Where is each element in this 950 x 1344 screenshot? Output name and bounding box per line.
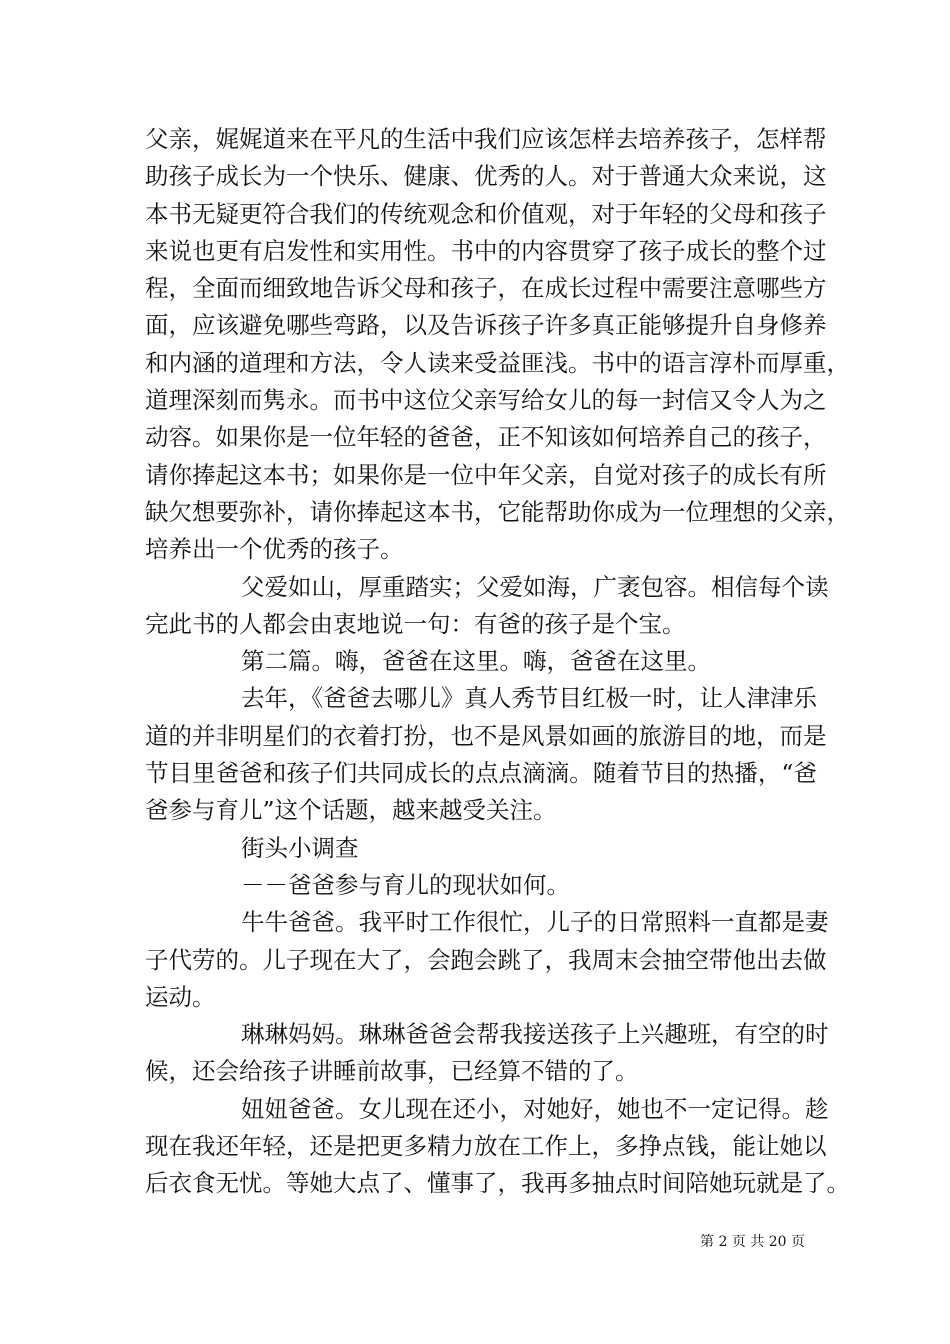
paragraph-first-line: 琳琳妈妈。琳琳爸爸会帮我接送孩子上兴趣班，有空的时 [241, 1020, 829, 1049]
paragraph-first-line: 牛牛爸爸。我平时工作很忙，儿子的日常照料一直都是妻 [241, 908, 829, 937]
paragraph-first-line: 父爱如山，厚重踏实；父爱如海，广袤包容。相信每个读 [241, 572, 829, 601]
text-line: 道理深刻而隽永。而书中这位父亲写给女儿的每一封信又令人为之 [145, 386, 827, 415]
text-line: 现在我还年轻，还是把更多精力放在工作上，多挣点钱，能让她以 [145, 1132, 827, 1161]
text-line: 请你捧起这本书；如果你是一位中年父亲，自觉对孩子的成长有所 [145, 460, 827, 489]
text-line: 道的并非明星们的衣着打扮，也不是风景如画的旅游目的地，而是 [145, 721, 827, 750]
text-line: 培养出一个优秀的孩子。 [145, 535, 404, 564]
text-line: 爸参与育儿”这个话题，越来越受关注。 [145, 796, 557, 825]
text-line: 父亲，娓娓道来在平凡的生活中我们应该怎样去培养孩子，怎样帮 [145, 125, 827, 153]
text-line: 候，还会给孩子讲睡前故事，已经算不错的了。 [145, 1057, 639, 1086]
text-line: 和内涵的道理和方法，令人读来受益匪浅。书中的语言淳朴而厚重， [145, 348, 850, 377]
text-line: 来说也更有启发性和实用性。书中的内容贯穿了孩子成长的整个过 [145, 236, 827, 265]
subheading: 街头小调查 [241, 833, 359, 862]
paragraph-first-line: 妞妞爸爸。女儿现在还小，对她好，她也不一定记得。趁 [241, 1094, 829, 1123]
section-heading: 第二篇。嗨，爸爸在这里。嗨，爸爸在这里。 [241, 647, 711, 676]
body-text [145, 121, 850, 1203]
page-number-footer: 第 2 页 共 20 页 [700, 1234, 805, 1250]
text-line: 后衣食无忧。等她大点了、懂事了，我再多抽点时间陪她玩就是了。 [145, 1169, 850, 1198]
subheading: －－爸爸参与育儿的现状如何。 [241, 870, 570, 899]
text-line: 程，全面而细致地告诉父母和孩子，在成长过程中需要注意哪些方 [145, 274, 827, 303]
text-line: 面，应该避免哪些弯路，以及告诉孩子许多真正能够提升自身修养 [145, 311, 827, 340]
text-line: 动容。如果你是一位年轻的爸爸，正不知该如何培养自己的孩子， [145, 423, 827, 452]
text-line: 节目里爸爸和孩子们共同成长的点点滴滴。随着节目的热播，“爸 [145, 759, 817, 788]
text-line: 缺欠想要弥补，请你捧起这本书，它能帮助你成为一位理想的父亲， [145, 497, 850, 526]
text-line: 助孩子成长为一个快乐、健康、优秀的人。对于普通大众来说，这 [145, 162, 827, 191]
text-line: 运动。 [145, 982, 216, 1011]
text-line: 子代劳的。儿子现在大了，会跑会跳了，我周末会抽空带他出去做 [145, 945, 827, 974]
text-line: 本书无疑更符合我们的传统观念和价值观，对于年轻的父母和孩子 [145, 199, 827, 228]
paragraph-first-line: 去年，《爸爸去哪儿》真人秀节目红极一时，让人津津乐 [241, 684, 817, 713]
text-line: 完此书的人都会由衷地说一句：有爸的孩子是个宝。 [145, 609, 686, 638]
